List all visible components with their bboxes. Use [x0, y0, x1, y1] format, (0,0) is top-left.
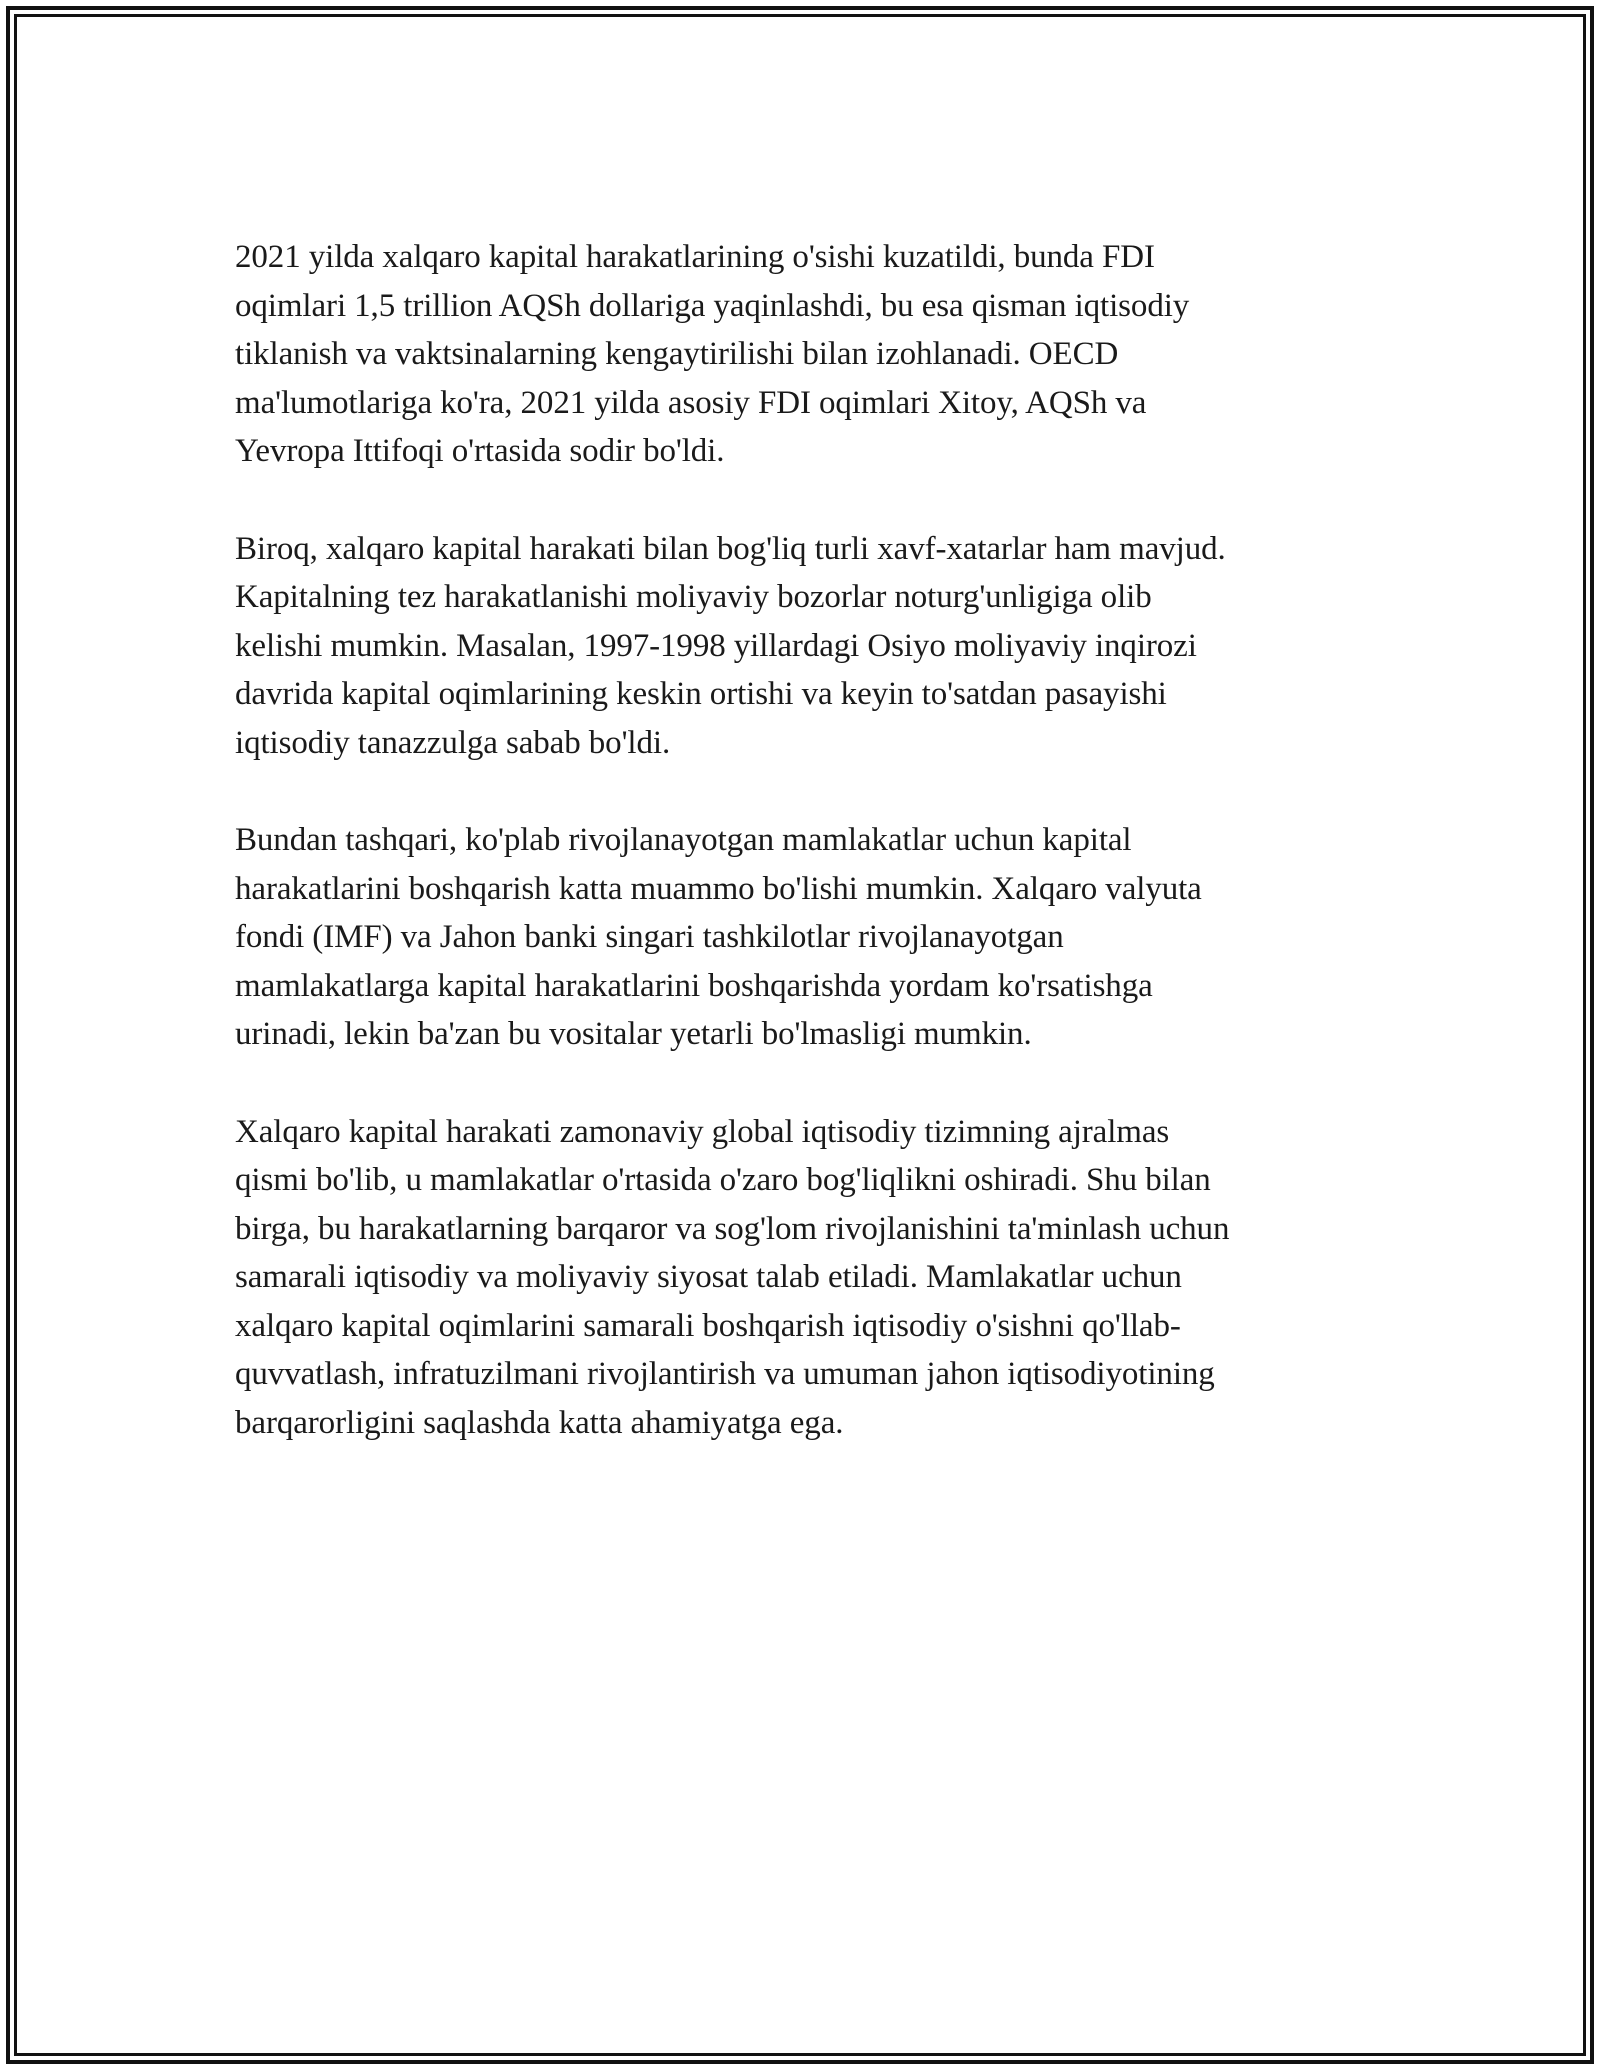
text-line: 2021 yilda xalqaro kapital harakatlarining o'sishi kuzatildi, bunda FDI [235, 239, 1155, 275]
text-line: iqtisodiy tanazzulga sabab bo'ldi. [235, 724, 671, 761]
text-line: kelishi mumkin. Masalan, 1997-1998 yillardagi Osiyo moliyaviy inqirozi [235, 627, 1197, 664]
text-line: ma'lumotlariga ko'ra, 2021 yilda asosiy FDI oqimlari Xitoy, AQSh va [235, 384, 1147, 421]
text-line: harakatlarini boshqarish katta muammo bo'lishi mumkin. Xalqaro valyuta [235, 870, 1202, 907]
paragraph-risks [235, 525, 1365, 768]
text-line: fondi (IMF) va Jahon banki singari tashkilotlar rivojlanayotgan [235, 919, 1064, 955]
text-line: Yevropa Ittifoqi o'rtasida sodir bo'ldi. [235, 433, 725, 469]
text-line: davrida kapital oqimlarining keskin ortishi va keyin to'satdan pasayishi [235, 676, 1167, 712]
paragraph-fdi-growth [235, 233, 1365, 476]
text-line: xalqaro kapital oqimlarini samarali boshqarish iqtisodiy o'sishni qo'llab- [235, 1307, 1181, 1344]
text-line: Kapitalning tez harakatlanishi moliyaviy bozorlar noturg'unligiga olib [235, 579, 1152, 615]
text-line: Bundan tashqari, ko'plab rivojlanayotgan mamlakatlar uchun kapital [235, 822, 1132, 858]
text-line: mamlakatlarga kapital harakatlarini boshqarishda yordam ko'rsatishga [235, 967, 1153, 1004]
text-line: barqarorligini saqlashda katta ahamiyatga ega. [235, 1404, 844, 1441]
text-line: quvvatlash, infratuzilmani rivojlantirish va umuman jahon iqtisodiyotining [235, 1356, 1215, 1392]
paragraph-developing-countries [235, 816, 1365, 1059]
text-line: urinadi, lekin ba'zan bu vositalar yetarli bo'lmasligi mumkin. [235, 1016, 1032, 1052]
paragraph-conclusion [235, 1108, 1365, 1448]
text-line: tiklanish va vaktsinalarning kengaytirilishi bilan izohlanadi. OECD [235, 336, 1119, 372]
document-body [235, 233, 1365, 1496]
text-line: qismi bo'lib, u mamlakatlar o'rtasida o'zaro bog'liqlikni oshiradi. Shu bilan [235, 1162, 1211, 1198]
text-line: Biroq, xalqaro kapital harakati bilan bog'liq turli xavf-xatarlar ham mavjud. [235, 530, 1226, 567]
text-line: samarali iqtisodiy va moliyaviy siyosat talab etiladi. Mamlakatlar uchun [235, 1259, 1182, 1295]
text-line: Xalqaro kapital harakati zamonaviy global iqtisodiy tizimning ajralmas [235, 1113, 1170, 1150]
text-line: oqimlari 1,5 trillion AQSh dollariga yaqinlashdi, bu esa qisman iqtisodiy [235, 287, 1190, 324]
text-line: birga, bu harakatlarning barqaror va sog'lom rivojlanishini ta'minlash uchun [235, 1210, 1230, 1247]
